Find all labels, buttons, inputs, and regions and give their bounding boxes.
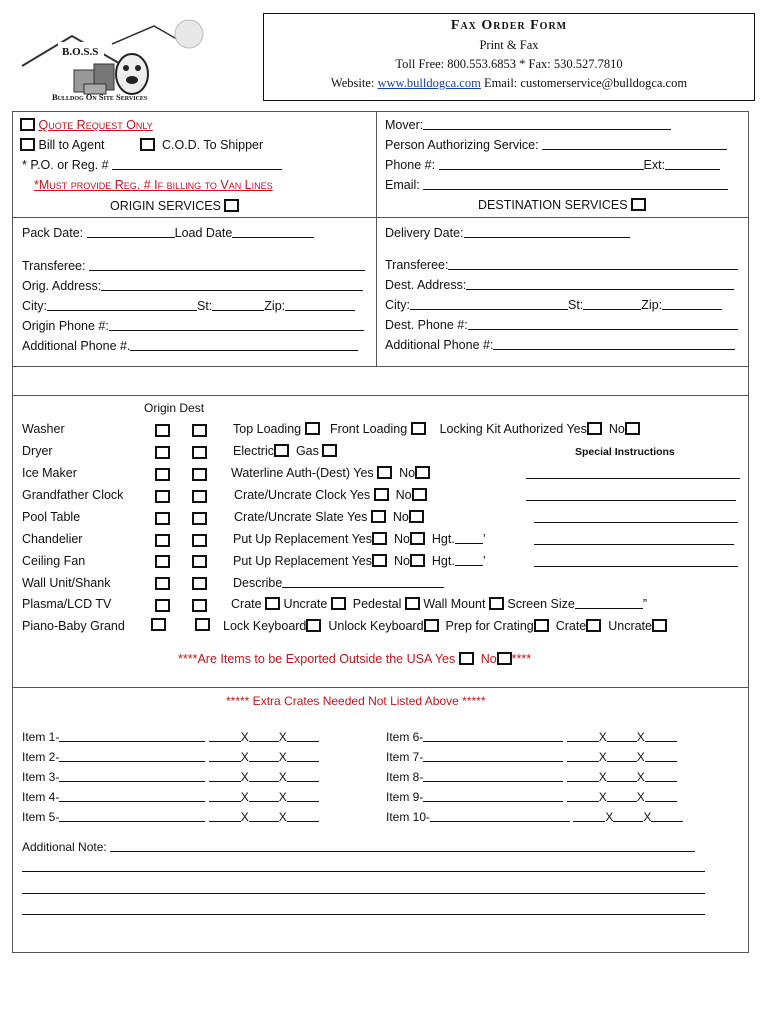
crate-dim-field[interactable] xyxy=(249,770,279,782)
divider xyxy=(12,217,749,218)
crate-item-label: Item 7- xyxy=(386,750,424,764)
x-sep: X xyxy=(278,790,287,804)
crate-dim-field[interactable] xyxy=(287,750,319,762)
crate-item-label: Item 4- xyxy=(22,790,60,804)
x-sep: X xyxy=(240,770,249,784)
tv-crate-label: Crate xyxy=(231,597,262,611)
waterline-no-label: No xyxy=(399,466,416,480)
dest-st-field[interactable] xyxy=(583,298,641,310)
front-loading-checkbox[interactable] xyxy=(411,422,426,435)
crate-row xyxy=(386,767,683,787)
crate-dim-field[interactable] xyxy=(567,770,599,782)
origin-checkbox[interactable] xyxy=(155,490,170,503)
origin-checkbox[interactable] xyxy=(151,618,166,631)
putup-no-checkbox[interactable] xyxy=(410,554,425,567)
item-wall-unit: Wall Unit/Shank xyxy=(22,576,111,590)
dest-services-label: DESTINATION SERVICES xyxy=(478,198,628,212)
po-label: * P.O. or Reg. # xyxy=(22,158,109,172)
additional-note-label: Additional Note: xyxy=(22,840,107,854)
cod-checkbox[interactable] xyxy=(140,138,155,151)
delivery-date-label: Delivery Date: xyxy=(385,226,464,240)
x-sep: X xyxy=(278,730,287,744)
crate-dim-field[interactable] xyxy=(607,730,637,742)
crate-dim-field[interactable] xyxy=(607,790,637,802)
x-sep: X xyxy=(240,810,249,824)
cod-label: C.O.D. To Shipper xyxy=(161,138,264,152)
crate-row xyxy=(22,727,319,747)
dest-city-field[interactable] xyxy=(410,298,568,310)
item-chandelier: Chandelier xyxy=(22,532,83,546)
crate-dim-field[interactable] xyxy=(209,790,241,802)
wall-mount-label: Wall Mount xyxy=(423,597,486,611)
crate-dim-field[interactable] xyxy=(567,750,599,762)
special-line[interactable] xyxy=(526,488,736,501)
waterline-label: Waterline Auth-(Dest) Yes xyxy=(231,466,374,480)
special-line[interactable] xyxy=(534,510,738,523)
screen-size-field[interactable] xyxy=(575,597,643,609)
phone-field[interactable] xyxy=(439,158,644,170)
crate-dim-field[interactable] xyxy=(645,770,677,782)
piano-uncrate-checkbox[interactable] xyxy=(652,619,667,632)
dest-checkbox[interactable] xyxy=(192,555,207,568)
crate-item-label: Item 8- xyxy=(386,770,424,784)
origin-checkbox[interactable] xyxy=(155,555,170,568)
putup-yes-checkbox[interactable] xyxy=(372,532,387,545)
dest-address-label: Dest. Address: xyxy=(385,278,467,292)
item-ice-maker: Ice Maker xyxy=(22,466,77,480)
crate-desc-field[interactable] xyxy=(59,770,205,782)
putup-yes-checkbox[interactable] xyxy=(372,554,387,567)
crate-row xyxy=(386,787,683,807)
email-label: Email: xyxy=(385,178,420,192)
locking-no-label: No xyxy=(608,422,625,436)
tv-uncrate-label: Uncrate xyxy=(283,597,328,611)
crate-item-label: Item 1- xyxy=(22,730,60,744)
crate-dim-field[interactable] xyxy=(607,770,637,782)
x-sep: X xyxy=(598,730,607,744)
crate-item-label: Item 2- xyxy=(22,750,60,764)
bill-agent-label: Bill to Agent xyxy=(38,138,105,152)
tv-uncrate-checkbox[interactable] xyxy=(331,597,346,610)
putup-label: Put Up Replacement Yes xyxy=(233,554,372,568)
export-no-label: No xyxy=(480,652,497,666)
crate-desc-field[interactable] xyxy=(423,750,563,762)
putup-no-label: No xyxy=(393,554,410,568)
crate-item-label: Item 6- xyxy=(386,730,424,744)
crate-row xyxy=(22,747,319,767)
pedestal-label: Pedestal xyxy=(352,597,402,611)
describe-field[interactable] xyxy=(282,576,444,588)
crate-row xyxy=(386,807,683,827)
crate-item-label: Item 9- xyxy=(386,790,424,804)
export-yes-checkbox[interactable] xyxy=(459,652,474,665)
dest-zip-field[interactable] xyxy=(662,298,722,310)
hgt-field[interactable] xyxy=(455,554,483,566)
lock-keyboard-checkbox[interactable] xyxy=(306,619,321,632)
crate-item-label: Item 5- xyxy=(22,810,60,824)
crate-dim-field[interactable] xyxy=(645,750,677,762)
orig-phone-field[interactable] xyxy=(109,319,364,331)
locking-kit-label: Locking Kit Authorized Yes xyxy=(439,422,587,436)
x-sep: X xyxy=(278,810,287,824)
crate-desc-field[interactable] xyxy=(423,730,563,742)
screen-size-label: Screen Size xyxy=(507,597,575,611)
divider xyxy=(376,111,377,366)
dest-services-checkbox[interactable] xyxy=(631,198,646,211)
x-sep: X xyxy=(636,770,645,784)
origin-checkbox[interactable] xyxy=(155,446,170,459)
po-field[interactable] xyxy=(112,158,282,170)
company-logo xyxy=(14,14,204,106)
person-field[interactable] xyxy=(542,138,727,150)
piano-uncrate-label: Uncrate xyxy=(608,619,652,633)
orig-st-field[interactable] xyxy=(212,299,264,311)
hgt-field[interactable] xyxy=(455,532,483,544)
crate-desc-field[interactable] xyxy=(59,790,205,802)
crate-clock-no-label: No xyxy=(395,488,412,502)
crate-dim-field[interactable] xyxy=(249,790,279,802)
locking-yes-checkbox[interactable] xyxy=(587,422,602,435)
dest-add-phone-label: Additional Phone #: xyxy=(385,338,494,352)
x-sep: X xyxy=(636,790,645,804)
dest-phone-field[interactable] xyxy=(468,318,738,330)
dest-checkbox[interactable] xyxy=(192,577,207,590)
crate-dim-field[interactable] xyxy=(651,810,683,822)
origin-services-checkbox[interactable] xyxy=(224,199,239,212)
orig-city-label: City: xyxy=(22,299,47,313)
logo-name: B.O.S.S xyxy=(62,46,99,58)
crate-desc-field[interactable] xyxy=(59,750,205,762)
lock-keyboard-label: Lock Keyboard xyxy=(223,619,307,633)
dest-transferee-field[interactable] xyxy=(448,258,738,270)
divider xyxy=(12,687,749,688)
orig-add-phone-label: Additional Phone #. xyxy=(22,339,131,353)
item-washer: Washer xyxy=(22,422,65,436)
dest-checkbox[interactable] xyxy=(192,446,207,459)
item-piano: Piano-Baby Grand xyxy=(22,619,125,633)
x-sep: X xyxy=(636,730,645,744)
dest-st-label: St: xyxy=(568,298,584,312)
orig-address-label: Orig. Address: xyxy=(22,279,102,293)
crate-row xyxy=(386,727,683,747)
pedestal-checkbox[interactable] xyxy=(405,597,420,610)
export-question: ****Are Items to be Exported Outside the USA Yes xyxy=(178,652,456,666)
dest-phone-label: Dest. Phone #: xyxy=(385,318,468,332)
special-line[interactable] xyxy=(534,532,734,545)
crate-dim-field[interactable] xyxy=(249,730,279,742)
special-line[interactable] xyxy=(534,554,738,567)
must-provide-note: *Must provide Reg. # If billing to Van Lines xyxy=(34,178,273,192)
x-sep: X xyxy=(598,790,607,804)
quote-label: Quote Request Only xyxy=(38,118,153,132)
dest-checkbox[interactable] xyxy=(192,534,207,547)
phone-label: Phone #: xyxy=(385,158,436,172)
special-line[interactable] xyxy=(526,466,740,479)
putup-no-checkbox[interactable] xyxy=(410,532,425,545)
orig-transferee-label: Transferee: xyxy=(22,259,86,273)
crate-desc-field[interactable] xyxy=(59,730,205,742)
prep-crating-label: Prep for Crating xyxy=(445,619,534,633)
bill-agent-checkbox[interactable] xyxy=(20,138,35,151)
crate-desc-field[interactable] xyxy=(59,810,205,822)
x-sep: X xyxy=(240,790,249,804)
orig-address-field[interactable] xyxy=(101,279,363,291)
orig-city-field[interactable] xyxy=(47,299,197,311)
x-sep: X xyxy=(605,810,614,824)
mover-label: Mover: xyxy=(385,118,424,132)
person-label: Person Authorizing Service: xyxy=(385,138,539,152)
note-line[interactable] xyxy=(110,840,695,852)
orig-zip-label: Zip: xyxy=(264,299,286,313)
crate-dim-field[interactable] xyxy=(607,750,637,762)
crate-clock-label: Crate/Uncrate Clock Yes xyxy=(234,488,371,502)
crate-item-label: Item 10- xyxy=(386,810,431,824)
describe-label: Describe xyxy=(233,576,283,590)
crate-dim-field[interactable] xyxy=(209,810,241,822)
crate-item-label: Item 3- xyxy=(22,770,60,784)
crate-slate-no-label: No xyxy=(392,510,409,524)
origin-checkbox[interactable] xyxy=(155,512,170,525)
tv-crate-checkbox[interactable] xyxy=(265,597,280,610)
note-line[interactable] xyxy=(22,858,705,872)
load-date-field[interactable] xyxy=(232,226,314,238)
origin-services-label: ORIGIN SERVICES xyxy=(110,199,221,213)
load-date-label: Load Date xyxy=(174,226,233,240)
crate-dim-field[interactable] xyxy=(645,730,677,742)
logo-tagline: Bulldog On Site Services xyxy=(52,92,148,102)
divider xyxy=(12,366,749,367)
crate-slate-label: Crate/Uncrate Slate Yes xyxy=(234,510,368,524)
crate-row xyxy=(22,807,319,827)
item-pool-table: Pool Table xyxy=(22,510,81,524)
origin-checkbox[interactable] xyxy=(155,599,170,612)
dest-checkbox[interactable] xyxy=(192,490,207,503)
quote-checkbox[interactable] xyxy=(20,118,35,131)
form-title: Fax Order Form xyxy=(450,18,568,33)
putup-label: Put Up Replacement Yes xyxy=(233,532,372,546)
export-stars: **** xyxy=(511,652,532,666)
crate-dim-field[interactable] xyxy=(287,790,319,802)
hgt-label: Hgt. xyxy=(431,532,455,546)
piano-crate-checkbox[interactable] xyxy=(586,619,601,632)
note-line[interactable] xyxy=(22,880,705,894)
crate-dim-field[interactable] xyxy=(249,810,279,822)
waterline-yes-checkbox[interactable] xyxy=(377,466,392,479)
crate-dim-field[interactable] xyxy=(209,750,241,762)
hgt-label: Hgt. xyxy=(431,554,455,568)
x-sep: X xyxy=(240,730,249,744)
crate-desc-field[interactable] xyxy=(423,790,563,802)
prep-crating-checkbox[interactable] xyxy=(534,619,549,632)
extra-crates-title: ***** Extra Crates Needed Not Listed Above ***** xyxy=(226,694,486,708)
dest-transferee-label: Transferee: xyxy=(385,258,449,272)
dest-add-phone-field[interactable] xyxy=(493,338,735,350)
crate-dim-field[interactable] xyxy=(573,810,605,822)
crate-dim-field[interactable] xyxy=(567,790,599,802)
x-sep: X xyxy=(598,750,607,764)
email-field[interactable] xyxy=(423,178,728,190)
crate-dim-field[interactable] xyxy=(287,770,319,782)
item-plasma: Plasma/LCD TV xyxy=(22,597,112,611)
crate-clock-yes-checkbox[interactable] xyxy=(374,488,389,501)
dest-checkbox[interactable] xyxy=(192,424,207,437)
col-dest: Dest xyxy=(179,401,205,415)
crate-dim-field[interactable] xyxy=(613,810,643,822)
top-loading-label: Top Loading xyxy=(233,422,302,436)
gas-label: Gas xyxy=(295,444,319,458)
item-dryer: Dryer xyxy=(22,444,53,458)
dest-city-label: City: xyxy=(385,298,410,312)
top-loading-checkbox[interactable] xyxy=(305,422,320,435)
crate-slate-no-checkbox[interactable] xyxy=(409,510,424,523)
origin-checkbox[interactable] xyxy=(155,468,170,481)
orig-transferee-field[interactable] xyxy=(89,259,365,271)
front-loading-label: Front Loading xyxy=(330,422,408,436)
crate-dim-field[interactable] xyxy=(209,770,241,782)
item-ceiling-fan: Ceiling Fan xyxy=(22,554,86,568)
dest-zip-label: Zip: xyxy=(641,298,663,312)
x-sep: X xyxy=(278,770,287,784)
dest-address-field[interactable] xyxy=(466,278,734,290)
x-sep: X xyxy=(240,750,249,764)
origin-checkbox[interactable] xyxy=(155,577,170,590)
export-no-checkbox[interactable] xyxy=(497,652,512,665)
crate-row xyxy=(22,767,319,787)
origin-checkbox[interactable] xyxy=(155,534,170,547)
website-label: Website: xyxy=(330,76,378,90)
orig-phone-label: Origin Phone #: xyxy=(22,319,109,333)
crate-dim-field[interactable] xyxy=(287,730,319,742)
header-contact: Toll Free: 800.553.6853 * Fax: 530.527.7810 xyxy=(395,57,623,71)
pack-date-field[interactable] xyxy=(87,226,175,238)
locking-no-checkbox[interactable] xyxy=(625,422,640,435)
dest-checkbox[interactable] xyxy=(192,468,207,481)
website-link[interactable]: www.bulldogca.com xyxy=(377,76,481,90)
dest-checkbox[interactable] xyxy=(195,618,210,631)
pack-date-label: Pack Date: xyxy=(22,226,84,240)
ext-field[interactable] xyxy=(665,158,720,170)
mover-field[interactable] xyxy=(423,118,671,130)
ext-label: Ext: xyxy=(643,158,666,172)
item-grandfather-clock: Grandfather Clock xyxy=(22,488,124,502)
crate-clock-no-checkbox[interactable] xyxy=(412,488,427,501)
crate-dim-field[interactable] xyxy=(287,810,319,822)
crate-desc-field[interactable] xyxy=(423,770,563,782)
crate-dim-field[interactable] xyxy=(249,750,279,762)
crate-slate-yes-checkbox[interactable] xyxy=(371,510,386,523)
crate-desc-field[interactable] xyxy=(430,810,570,822)
crate-row xyxy=(386,747,683,767)
electric-checkbox[interactable] xyxy=(274,444,289,457)
divider xyxy=(12,395,749,396)
crate-dim-field[interactable] xyxy=(567,730,599,742)
wall-mount-checkbox[interactable] xyxy=(489,597,504,610)
putup-no-label: No xyxy=(393,532,410,546)
orig-zip-field[interactable] xyxy=(285,299,355,311)
orig-st-label: St: xyxy=(197,299,213,313)
gas-checkbox[interactable] xyxy=(322,444,337,457)
crate-dim-field[interactable] xyxy=(645,790,677,802)
x-sep: X xyxy=(643,810,652,824)
dest-checkbox[interactable] xyxy=(192,599,207,612)
col-origin: Origin xyxy=(144,401,177,415)
crate-row xyxy=(22,787,319,807)
dest-checkbox[interactable] xyxy=(192,512,207,525)
header-line1: Print & Fax xyxy=(479,38,539,52)
note-line[interactable] xyxy=(22,901,705,915)
origin-checkbox[interactable] xyxy=(155,424,170,437)
delivery-date-field[interactable] xyxy=(464,226,630,238)
electric-label: Electric xyxy=(233,444,274,458)
x-sep: X xyxy=(598,770,607,784)
x-sep: X xyxy=(278,750,287,764)
unlock-keyboard-label: Unlock Keyboard xyxy=(328,619,424,633)
waterline-no-checkbox[interactable] xyxy=(415,466,430,479)
header-email: Email: customerservice@bulldogca.com xyxy=(480,76,688,90)
unlock-keyboard-checkbox[interactable] xyxy=(424,619,439,632)
special-instructions-label: Special Instructions xyxy=(575,446,675,458)
x-sep: X xyxy=(636,750,645,764)
crate-dim-field[interactable] xyxy=(209,730,241,742)
orig-add-phone-field[interactable] xyxy=(130,339,358,351)
header-box xyxy=(263,13,755,101)
piano-crate-label: Crate xyxy=(555,619,587,633)
